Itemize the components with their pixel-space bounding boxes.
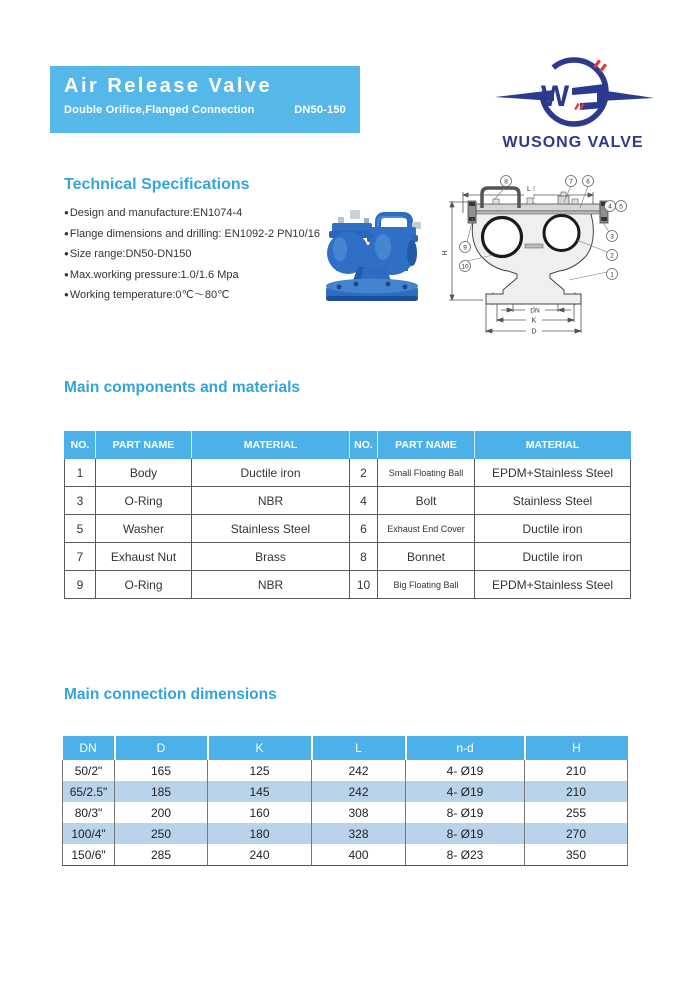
cell: 125 xyxy=(208,760,312,781)
col-h: H xyxy=(525,736,628,760)
big-floating-ball xyxy=(483,218,522,257)
spec-text: Size range:DN50-DN150 xyxy=(69,248,192,260)
cell: Stainless Steel xyxy=(192,515,350,543)
cell: 4- Ø19 xyxy=(406,781,525,802)
cell: 165 xyxy=(115,760,208,781)
table-row xyxy=(63,802,628,823)
cell: Big Floating Ball xyxy=(378,571,475,599)
cell: 285 xyxy=(115,844,208,866)
spec-text: Max.working pressure:1.0/1.6 Mpa xyxy=(69,268,239,281)
table-row xyxy=(63,823,628,844)
specs-heading: Technical Specifications xyxy=(64,176,250,193)
valve-photo xyxy=(312,197,432,311)
cell: 4- Ø19 xyxy=(406,760,525,781)
cell: 8 xyxy=(350,543,378,571)
spec-text: Design and manufacture:EN1074-4 xyxy=(69,207,243,219)
cell: Washer xyxy=(96,515,192,543)
valve-section-drawing xyxy=(441,168,659,348)
cell: O-Ring xyxy=(96,571,192,599)
cell: Exhaust End Cover xyxy=(378,515,475,543)
cell: Ductile iron xyxy=(475,515,631,543)
size-range: DN50-150 xyxy=(294,104,346,116)
table-row xyxy=(63,844,628,866)
title-band xyxy=(50,66,360,133)
dim-label-L: L xyxy=(527,186,531,193)
callout-4: 4 xyxy=(608,203,612,211)
cell: 9 xyxy=(65,571,96,599)
col-no: NO. xyxy=(350,432,378,459)
cell: 242 xyxy=(312,760,406,781)
cell: EPDM+Stainless Steel xyxy=(475,459,631,487)
dim-label-D: D xyxy=(531,328,537,336)
spec-item xyxy=(64,224,344,245)
page-title: Air Release Valve xyxy=(64,75,273,97)
callout-7: 7 xyxy=(569,178,573,186)
dim-label-DN: DN xyxy=(530,307,540,315)
cell: NBR xyxy=(192,571,350,599)
logo-red-slash xyxy=(574,103,580,110)
table-row xyxy=(65,543,631,571)
logo-monogram-w: W xyxy=(540,80,570,113)
spec-text: Flange dimensions and drilling: EN1092-2 PN10/16 xyxy=(69,227,320,240)
cell: Bolt xyxy=(378,487,475,515)
spec-item xyxy=(64,244,344,265)
wusong-logo-icon xyxy=(492,46,657,138)
cell: 50/2" xyxy=(63,760,115,781)
cell: 250 xyxy=(115,823,208,844)
cell: 240 xyxy=(208,844,312,866)
cell: NBR xyxy=(192,487,350,515)
cell: 255 xyxy=(525,802,628,823)
table-row xyxy=(63,781,628,802)
cell: Ductile iron xyxy=(192,459,350,487)
dimensions-table xyxy=(62,736,628,866)
cell: 4 xyxy=(350,487,378,515)
table-row xyxy=(65,515,631,543)
bullet-icon: ● xyxy=(64,290,69,299)
cell: Exhaust Nut xyxy=(96,543,192,571)
cell: EPDM+Stainless Steel xyxy=(475,571,631,599)
cell: 308 xyxy=(312,802,406,823)
cell: 65/2.5" xyxy=(63,781,115,802)
page-subtitle xyxy=(64,104,346,116)
cell: O-Ring xyxy=(96,487,192,515)
cell: Body xyxy=(96,459,192,487)
col-no: NO. xyxy=(65,432,96,459)
callout-1: 1 xyxy=(610,271,614,279)
col-l: L xyxy=(312,736,406,760)
components-header-row xyxy=(65,432,631,459)
specs-list xyxy=(64,203,344,306)
valve-flange xyxy=(326,279,418,302)
cell: 80/3" xyxy=(63,802,115,823)
cell: 145 xyxy=(208,781,312,802)
bullet-icon: ● xyxy=(64,269,69,279)
cell: 160 xyxy=(208,802,312,823)
callout-5: 5 xyxy=(619,203,623,211)
cell: Stainless Steel xyxy=(475,487,631,515)
cell: Brass xyxy=(192,543,350,571)
cell: 2 xyxy=(350,459,378,487)
callout-9: 9 xyxy=(463,244,467,252)
cell: 210 xyxy=(525,781,628,802)
cell: 185 xyxy=(115,781,208,802)
spec-item xyxy=(64,285,344,306)
callout-6: 6 xyxy=(586,178,590,186)
cell: 3 xyxy=(65,487,96,515)
cell: Bonnet xyxy=(378,543,475,571)
valve-outline xyxy=(468,188,608,304)
cell: 150/6" xyxy=(63,844,115,866)
dim-label-K: K xyxy=(531,317,537,325)
cell: 1 xyxy=(65,459,96,487)
callout-3: 3 xyxy=(610,233,614,241)
bullet-icon: ● xyxy=(64,228,69,238)
col-nd: n-d xyxy=(406,736,525,760)
small-floating-ball xyxy=(544,216,579,251)
cell: 8- Ø23 xyxy=(406,844,525,866)
cell: 200 xyxy=(115,802,208,823)
callout-10: 10 xyxy=(461,263,469,271)
cell: 5 xyxy=(65,515,96,543)
col-part-name: PART NAME xyxy=(378,432,475,459)
cell: 8- Ø19 xyxy=(406,802,525,823)
cell: 350 xyxy=(525,844,628,866)
col-part-name: PART NAME xyxy=(96,432,192,459)
table-row xyxy=(65,571,631,599)
brand-name: WUSONG VALVE xyxy=(502,134,644,151)
cell: 7 xyxy=(65,543,96,571)
cell: 10 xyxy=(350,571,378,599)
cell: 6 xyxy=(350,515,378,543)
subtitle-text: Double Orifice,Flanged Connection xyxy=(64,104,255,116)
dimensions-header-row xyxy=(63,736,628,760)
table-row xyxy=(65,459,631,487)
cell: 328 xyxy=(312,823,406,844)
col-dn: DN xyxy=(63,736,115,760)
cell: 270 xyxy=(525,823,628,844)
logo-red-dash xyxy=(599,63,607,72)
col-material: MATERIAL xyxy=(475,432,631,459)
table-row xyxy=(63,760,628,781)
col-d: D xyxy=(115,736,208,760)
spec-text: Working temperature:0℃～80℃ xyxy=(69,289,230,301)
dim-label-H: H xyxy=(442,250,449,256)
bullet-icon: ● xyxy=(64,208,69,217)
dimensions-heading: Main connection dimensions xyxy=(64,686,277,703)
cell: 8- Ø19 xyxy=(406,823,525,844)
cell: 100/4" xyxy=(63,823,115,844)
components-heading: Main components and materials xyxy=(64,379,300,396)
callout-8: 8 xyxy=(504,178,508,186)
cell: 242 xyxy=(312,781,406,802)
col-k: K xyxy=(208,736,312,760)
cell: Ductile iron xyxy=(475,543,631,571)
components-table xyxy=(64,431,631,599)
cell: Small Floating Ball xyxy=(378,459,475,487)
col-material: MATERIAL xyxy=(192,432,350,459)
cell: 210 xyxy=(525,760,628,781)
spec-item xyxy=(64,265,344,286)
table-row xyxy=(65,487,631,515)
spec-item xyxy=(64,203,344,224)
bullet-icon: ● xyxy=(64,249,69,258)
cell: 180 xyxy=(208,823,312,844)
callout-2: 2 xyxy=(610,252,614,260)
cell: 400 xyxy=(312,844,406,866)
